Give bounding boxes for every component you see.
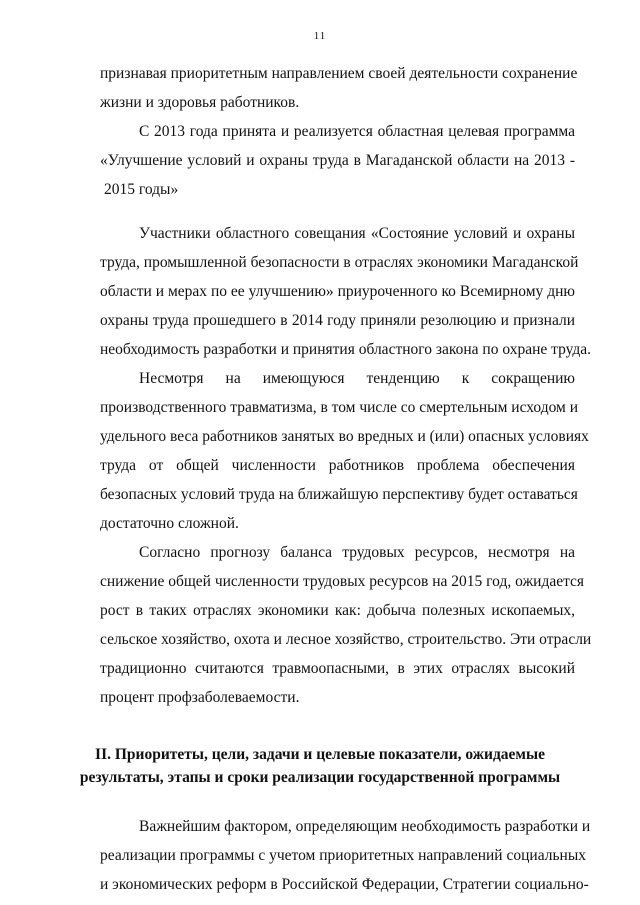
- page-number: 11: [313, 30, 327, 42]
- paragraph-6-line-2: реализации программы с учетом приоритетных направлений социальных: [100, 847, 586, 864]
- paragraph-3-line-1: Участники областного совещания «Состояние условий и охраны: [139, 225, 575, 242]
- paragraph-2-line-3: 2015 годы»: [104, 181, 179, 198]
- paragraph-6-line-1: Важнейшим фактором, определяющим необходимость разработки и: [139, 818, 591, 835]
- paragraph-1-line-1: признавая приоритетным направлением своей деятельности сохранение: [100, 65, 578, 82]
- paragraph-3-line-5: необходимость разработки и принятия областного закона по охране труда.: [100, 341, 592, 358]
- paragraph-3-line-2: труда, промышленной безопасности в отраслях экономики Магаданской: [100, 254, 579, 271]
- paragraph-5-line-2: снижение общей численности трудовых ресурсов на 2015 год, ожидается: [100, 573, 585, 590]
- paragraph-5-line-6: процент профзаболеваемости.: [100, 689, 300, 706]
- paragraph-4-line-4: труда от общей численности работников проблема обеспечения: [100, 457, 575, 474]
- paragraph-5-line-1: Согласно прогнозу баланса трудовых ресурсов, несмотря на: [139, 544, 575, 561]
- paragraph-3-line-3: области и мерах по ее улучшению» приуроченного ко Всемирному дню: [100, 283, 575, 300]
- section-heading-line-2: результаты, этапы и сроки реализации государственной программы: [79, 769, 561, 786]
- paragraph-4-line-1: Несмотря на имеющуюся тенденцию к сокращению: [139, 370, 575, 387]
- paragraph-4-line-3: удельного веса работников занятых во вредных и (или) опасных условиях: [100, 428, 589, 445]
- paragraph-4-line-5: безопасных условий труда на ближайшую перспективу будет оставаться: [100, 486, 578, 503]
- paragraph-3-line-4: охраны труда прошедшего в 2014 году приняли резолюцию и признали: [100, 312, 575, 329]
- paragraph-2-line-1: С 2013 года принята и реализуется областная целевая программа: [139, 123, 575, 140]
- paragraph-5-line-4: сельское хозяйство, охота и лесное хозяйство, строительство. Эти отрасли: [100, 631, 592, 648]
- paragraph-6-line-3: и экономических реформ в Российской Федерации, Стратегии социально-: [100, 876, 589, 893]
- paragraph-1-line-2: жизни и здоровья работников.: [100, 94, 300, 111]
- section-heading-line-1: II. Приоритеты, цели, задачи и целевые показатели, ожидаемые: [95, 746, 545, 763]
- paragraph-2-line-2: «Улучшение условий и охраны труда в Магаданской области на 2013 -: [100, 152, 575, 169]
- paragraph-4-line-6: достаточно сложной.: [100, 515, 239, 532]
- paragraph-4-line-2: производственного травматизма, в том числе со смертельным исходом и: [100, 399, 579, 416]
- paragraph-5-line-5: традиционно считаются травмоопасными, в этих отраслях высокий: [100, 660, 575, 677]
- paragraph-5-line-3: рост в таких отраслях экономики как: добыча полезных ископаемых,: [100, 602, 575, 619]
